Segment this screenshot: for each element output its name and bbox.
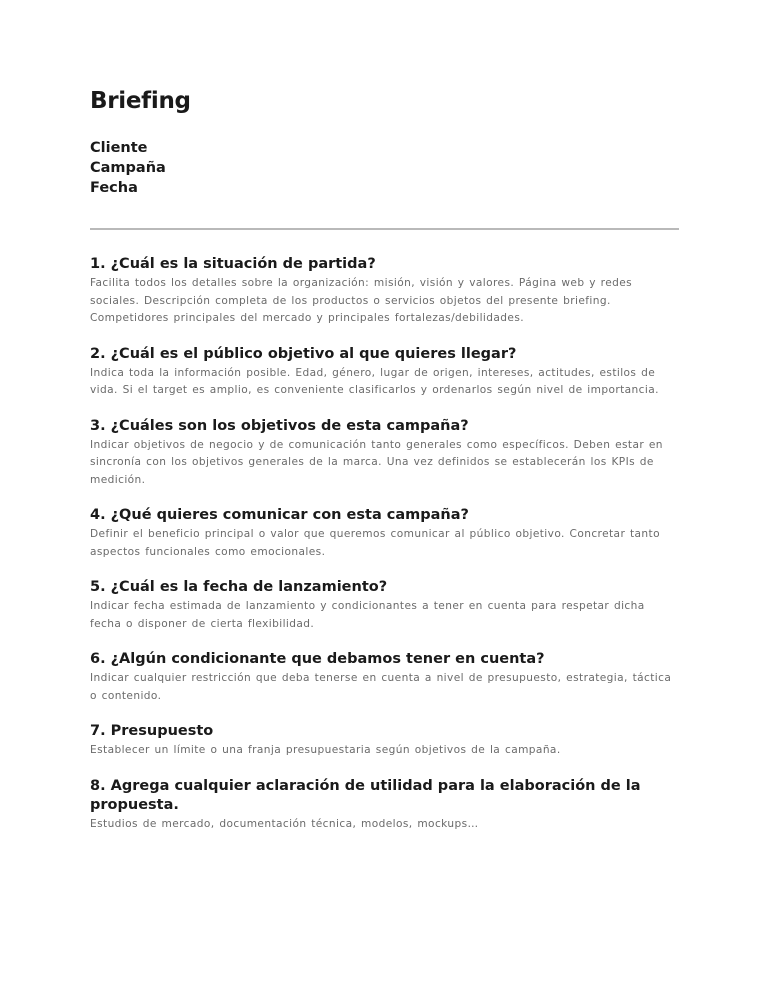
document-title: Briefing (90, 88, 191, 114)
section-campaign-objectives (90, 417, 680, 490)
section-heading: 1. ¿Cuál es la situación de partida? (90, 256, 376, 272)
section-body: Definir el beneficio principal o valor que queremos comunicar al público objetivo. Concretar tanto aspectos funcionales como emocionales. (90, 528, 660, 558)
section-heading: 7. Presupuesto (90, 723, 214, 739)
section-body: Establecer un límite o una franja presupuestaria según objetivos de la campaña. (90, 744, 561, 756)
section-heading: 2. ¿Cuál es el público objetivo al que quieres llegar? (90, 345, 517, 362)
section-budget (90, 722, 680, 760)
section-body: Indicar fecha estimada de lanzamiento y condicionantes a tener en cuenta para respetar dicha fecha o disponer de cierta flexibilidad. (90, 600, 645, 630)
section-target-audience (90, 345, 680, 400)
section-body: Indicar cualquier restricción que deba tenerse en cuenta a nivel de presupuesto, estrategia, táctica o contenido. (90, 672, 672, 702)
section-heading: 8. Agrega cualquier aclaración de utilidad para la elaboración de la propuesta. (90, 777, 641, 813)
section-body: Facilita todos los detalles sobre la organización: misión, visión y valores. Página web y redes sociales. Descripción completa de los productos o servicios objetos del presente briefing. Competidores principales del mercado y principales fortalezas/debilidades. (90, 277, 633, 324)
section-body: Indicar objetivos de negocio y de comunicación tanto generales como específicos. Deben estar en sincronía con los objetivos generales de la marca. Una vez definidos se establecerán los KPIs de medición. (90, 438, 663, 486)
section-constraints (90, 650, 680, 705)
date-label: Fecha (90, 180, 138, 196)
section-body: Indica toda la información posible. Edad, género, lugar de origen, intereses, actitudes, estilos de vida. Si el target es amplio, es conveniente clasificarlos y ordenarlos según nivel de importancia. (90, 366, 659, 396)
section-heading: 5. ¿Cuál es la fecha de lanzamiento? (90, 579, 388, 595)
client-label: Cliente (90, 140, 148, 156)
section-divider (90, 228, 679, 230)
section-heading: 3. ¿Cuáles son los objetivos de esta campaña? (90, 417, 469, 434)
section-heading: 4. ¿Qué quieres comunicar con esta campaña? (90, 507, 469, 523)
section-launch-date (90, 578, 680, 633)
briefing-meta (90, 138, 166, 198)
briefing-sections (90, 255, 680, 850)
section-message (90, 506, 680, 561)
section-starting-situation (90, 255, 680, 328)
section-heading: 6. ¿Algún condicionante que debamos tener en cuenta? (90, 651, 545, 667)
campaign-label: Campaña (90, 160, 166, 176)
section-body: Estudios de mercado, documentación técnica, modelos, mockups… (90, 817, 479, 830)
section-additional-notes (90, 777, 680, 834)
